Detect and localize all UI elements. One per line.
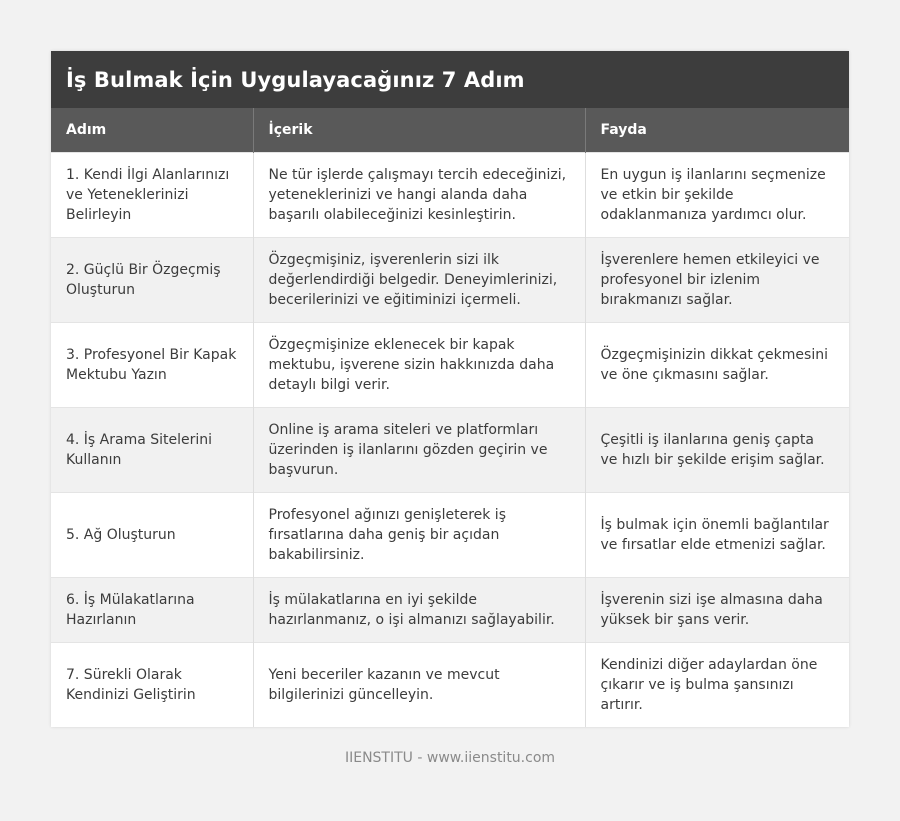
benefit-cell: En uygun iş ilanlarını seçmenize ve etkin bir şekilde odaklanmanıza yardımcı olur. bbox=[585, 152, 849, 237]
content-cell: Özgeçmişiniz, işverenlerin sizi ilk değerlendirdiği belgedir. Deneyimlerinizi, becerilerinizi ve eğitiminizi içermeli. bbox=[253, 237, 585, 322]
header-benefit: Fayda bbox=[585, 108, 849, 152]
content-cell: İş mülakatlarına en iyi şekilde hazırlanmanız, o işi almanızı sağlayabilir. bbox=[253, 577, 585, 642]
content-cell: Özgeçmişinize eklenecek bir kapak mektubu, işverene sizin hakkınızda daha detaylı bilgi verir. bbox=[253, 322, 585, 407]
benefit-cell: İşverenin sizi işe almasına daha yüksek bir şans verir. bbox=[585, 577, 849, 642]
table-row bbox=[51, 642, 849, 727]
page-title: İş Bulmak İçin Uygulayacağınız 7 Adım bbox=[66, 67, 525, 92]
step-cell: 5. Ağ Oluşturun bbox=[51, 492, 253, 577]
content-cell: Profesyonel ağınızı genişleterek iş fırsatlarına daha geniş bir açıdan bakabilirsiniz. bbox=[253, 492, 585, 577]
step-cell: 2. Güçlü Bir Özgeçmiş Oluşturun bbox=[51, 237, 253, 322]
step-cell: 3. Profesyonel Bir Kapak Mektubu Yazın bbox=[51, 322, 253, 407]
step-cell: 6. İş Mülakatlarına Hazırlanın bbox=[51, 577, 253, 642]
table-row bbox=[51, 492, 849, 577]
table-row bbox=[51, 407, 849, 492]
table-row bbox=[51, 237, 849, 322]
benefit-cell: İşverenlere hemen etkileyici ve profesyonel bir izlenim bırakmanızı sağlar. bbox=[585, 237, 849, 322]
content-cell: Yeni beceriler kazanın ve mevcut bilgilerinizi güncelleyin. bbox=[253, 642, 585, 727]
table-row bbox=[51, 577, 849, 642]
title-bar bbox=[51, 51, 849, 108]
content-cell: Ne tür işlerde çalışmayı tercih edeceğinizi, yeteneklerinizi ve hangi alanda daha başarılı olabileceğinizi kesinleştirin. bbox=[253, 152, 585, 237]
table-header-row bbox=[51, 108, 849, 152]
step-cell: 1. Kendi İlgi Alanlarınızı ve Yeteneklerinizi Belirleyin bbox=[51, 152, 253, 237]
header-step: Adım bbox=[51, 108, 253, 152]
benefit-cell: Özgeçmişinizin dikkat çekmesini ve öne çıkmasını sağlar. bbox=[585, 322, 849, 407]
step-cell: 7. Sürekli Olarak Kendinizi Geliştirin bbox=[51, 642, 253, 727]
benefit-cell: İş bulmak için önemli bağlantılar ve fırsatlar elde etmenizi sağlar. bbox=[585, 492, 849, 577]
steps-card bbox=[51, 51, 849, 727]
content-cell: Online iş arama siteleri ve platformları üzerinden iş ilanlarını gözden geçirin ve başvurun. bbox=[253, 407, 585, 492]
benefit-cell: Çeşitli iş ilanlarına geniş çapta ve hızlı bir şekilde erişim sağlar. bbox=[585, 407, 849, 492]
steps-table bbox=[51, 108, 849, 727]
benefit-cell: Kendinizi diğer adaylardan öne çıkarır ve iş bulma şansınızı artırır. bbox=[585, 642, 849, 727]
footer-credit: IIENSTITU - www.iienstitu.com bbox=[344, 750, 556, 766]
step-cell: 4. İş Arama Sitelerini Kullanın bbox=[51, 407, 253, 492]
table-row bbox=[51, 322, 849, 407]
header-content: İçerik bbox=[253, 108, 585, 152]
table-row bbox=[51, 152, 849, 237]
